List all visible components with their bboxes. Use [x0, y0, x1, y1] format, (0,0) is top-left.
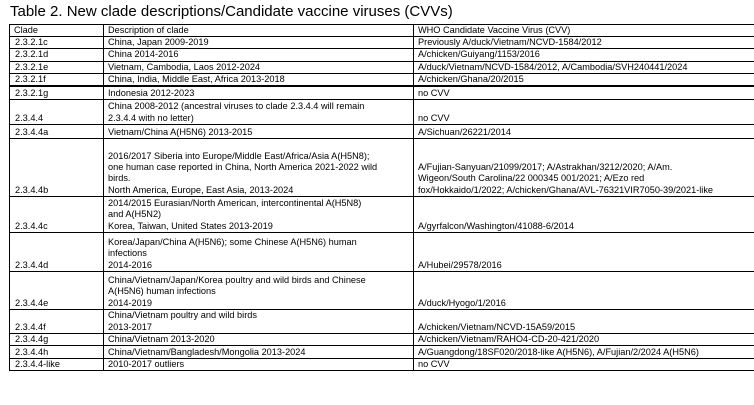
table-row: [10, 49, 754, 61]
description-line: Vietnam, Cambodia, Laos 2012-2024: [108, 61, 261, 72]
description-line: birds.: [108, 173, 131, 184]
description-line: infections: [108, 248, 147, 259]
table-row: [10, 346, 754, 359]
cvv-line: A/chicken/Vietnam/NCVD-15A59/2015: [418, 321, 576, 332]
column-header-clade: Clade: [10, 25, 104, 37]
cvv-line: A/Guangdong/18SF020/2018-like A(H5N6), A/Fujian/2/2024 A(H5N6): [418, 346, 699, 357]
cell-clade: 2.3.2.1d: [10, 49, 104, 61]
cell-cvv: [414, 309, 754, 333]
cell-cvv: [414, 61, 754, 73]
cell-cvv: [414, 196, 754, 232]
cell-clade: 2.3.4.4f: [10, 309, 104, 333]
cell-description: [104, 124, 414, 138]
cvv-line: A/gyrfalcon/Washington/41088-6/2014: [418, 220, 574, 231]
cell-description: [104, 346, 414, 359]
table-row: [10, 196, 754, 232]
cvv-line: no CVV: [418, 359, 450, 370]
cell-clade: 2.3.4.4a: [10, 124, 104, 138]
cell-description: [104, 138, 414, 196]
cell-cvv: [414, 138, 754, 196]
description-line: 2010-2017 outliers: [108, 359, 185, 370]
cell-description: [104, 86, 414, 99]
description-line: China/Vietnam/Bangladesh/Mongolia 2013-2024: [108, 346, 306, 357]
table-row: [10, 99, 754, 124]
cell-clade: 2.3.4.4e: [10, 271, 104, 309]
cvv-line: A/Fujian-Sanyuan/21099/2017; A/Astrakhan/3212/2020; A/Am.: [418, 162, 673, 173]
description-line: 2013-2017: [108, 321, 152, 332]
cell-cvv: [414, 333, 754, 345]
cell-clade: 2.3.4.4h: [10, 346, 104, 359]
cell-clade: 2.3.4.4g: [10, 333, 104, 345]
table-row: [10, 73, 754, 86]
cvv-line: no CVV: [418, 112, 450, 123]
description-line: China/Vietnam poultry and wild birds: [108, 310, 257, 321]
table-row: [10, 37, 754, 49]
cell-cvv: [414, 49, 754, 61]
cell-description: [104, 309, 414, 333]
cvv-line: A/duck/Vietnam/NCVD-1584/2012, A/Cambodia/SVH240441/2024: [418, 61, 688, 72]
cell-clade: 2.3.4.4: [10, 99, 104, 124]
cell-clade: 2.3.2.1e: [10, 61, 104, 73]
cell-cvv: [414, 232, 754, 271]
cell-description: [104, 271, 414, 309]
table-row: [10, 359, 754, 371]
description-line: and A(H5N2): [108, 209, 162, 220]
table-header-row: [10, 25, 754, 37]
description-line: North America, Europe, East Asia, 2013-2024: [108, 184, 294, 195]
cell-description: [104, 99, 414, 124]
table-row: [10, 271, 754, 309]
cell-cvv: [414, 73, 754, 86]
cell-cvv: [414, 37, 754, 49]
cell-cvv: [414, 359, 754, 371]
description-line: China, India, Middle East, Africa 2013-2018: [108, 74, 285, 85]
description-line: A(H5N6) human infections: [108, 286, 216, 297]
description-line: China 2008-2012 (ancestral viruses to clade 2.3.4.4 will remain: [108, 101, 365, 112]
cvv-line: no CVV: [418, 87, 450, 98]
column-header-cvv: WHO Candidate Vaccine Virus (CVV): [414, 25, 754, 37]
description-line: China, Japan 2009-2019: [108, 37, 209, 48]
cell-cvv: [414, 346, 754, 359]
cell-clade: 2.3.4.4-like: [10, 359, 104, 371]
cell-clade: 2.3.2.1g: [10, 86, 104, 99]
cell-cvv: [414, 124, 754, 138]
cell-description: [104, 61, 414, 73]
description-line: 2014-2019: [108, 297, 152, 308]
cell-clade: 2.3.4.4b: [10, 138, 104, 196]
table-row: [10, 124, 754, 138]
cell-description: [104, 49, 414, 61]
description-line: China/Vietnam/Japan/Korea poultry and wild birds and Chinese: [108, 275, 366, 286]
table-row: [10, 232, 754, 271]
description-line: 2014-2016: [108, 259, 152, 270]
table-caption: Table 2. New clade descriptions/Candidate vaccine viruses (CVVs): [10, 3, 453, 20]
cvv-line: A/Sichuan/26221/2014: [418, 126, 511, 137]
table-row: [10, 333, 754, 345]
cell-clade: 2.3.2.1f: [10, 73, 104, 86]
cell-description: [104, 359, 414, 371]
description-line: Korea, Taiwan, United States 2013-2019: [108, 220, 273, 231]
cvv-line: Wigeon/South Carolina/22 000345 001/2021; A/Ezo red: [418, 173, 645, 184]
column-header-description: Description of clade: [104, 25, 414, 37]
description-line: 2014/2015 Eurasian/North American, intercontinental A(H5N8): [108, 198, 362, 209]
cell-clade: 2.3.4.4c: [10, 196, 104, 232]
cvv-line: A/chicken/Vietnam/RAHO4-CD-20-421/2020: [418, 333, 600, 344]
cvv-line: A/chicken/Guiyang/1153/2016: [418, 49, 540, 60]
clade-cvv-table: [9, 24, 754, 371]
cell-description: [104, 73, 414, 86]
cell-description: [104, 196, 414, 232]
description-line: 2.3.4.4 with no letter): [108, 112, 194, 123]
description-line: China 2014-2016: [108, 49, 179, 60]
description-line: Vietnam/China A(H5N6) 2013-2015: [108, 126, 253, 137]
cell-description: [104, 333, 414, 345]
cvv-line: fox/Hokkaido/1/2022; A/chicken/Ghana/AVL-76321VIR7050-39/2021-like: [418, 184, 714, 195]
cvv-line: A/duck/Hyogo/1/2016: [418, 297, 506, 308]
cell-clade: 2.3.4.4d: [10, 232, 104, 271]
cell-cvv: [414, 86, 754, 99]
description-line: 2016/2017 Siberia into Europe/Middle East/Africa/Asia A(H5N8);: [108, 151, 370, 161]
table-row: [10, 61, 754, 73]
cell-description: [104, 37, 414, 49]
cell-description: [104, 232, 414, 271]
table-body: [10, 37, 754, 371]
table-row: [10, 138, 754, 196]
description-line: China/Vietnam 2013-2020: [108, 333, 215, 344]
cvv-line: Previously A/duck/Vietnam/NCVD-1584/2012: [418, 37, 602, 48]
cell-clade: 2.3.2.1c: [10, 37, 104, 49]
cvv-line: A/chicken/Ghana/20/2015: [418, 74, 524, 85]
cell-cvv: [414, 99, 754, 124]
description-line: Korea/Japan/China A(H5N6); some Chinese A(H5N6) human: [108, 237, 357, 248]
cell-cvv: [414, 271, 754, 309]
cvv-line: A/Hubei/29578/2016: [418, 259, 502, 270]
table-row: [10, 86, 754, 99]
table-row: [10, 309, 754, 333]
description-line: Indonesia 2012-2023: [108, 87, 195, 98]
description-line: one human case reported in China, North America 2021-2022 wild: [108, 162, 378, 173]
